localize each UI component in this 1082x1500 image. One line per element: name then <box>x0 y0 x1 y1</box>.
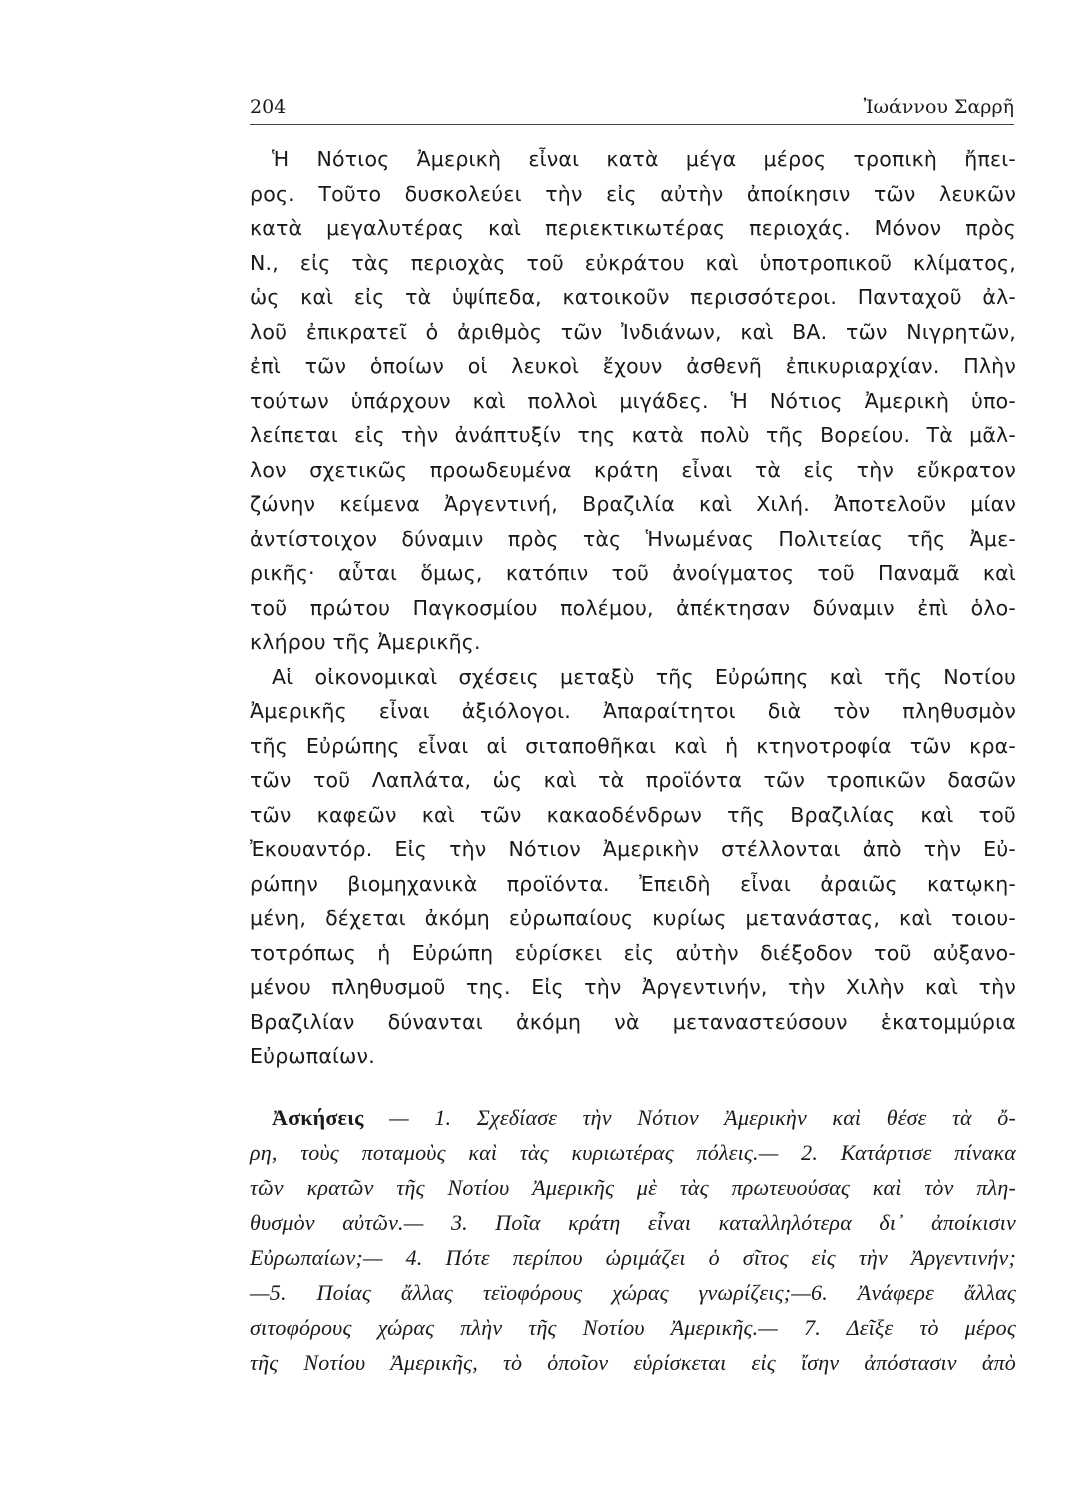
text-line: ζώνην κείμενα Ἀργεντινή, Βραζιλία καὶ Χιλή. Ἀποτελοῦν μίαν <box>250 492 1016 516</box>
exercise-line <box>250 1100 1016 1135</box>
text-line: ρικῆς· αὗται ὅμως, κατόπιν τοῦ ἀνοίγματος τοῦ Παναμᾶ καὶ <box>250 561 1016 585</box>
exercise-text: — 1. Σχεδίασε τὴν Νότιον Ἀμερικὴν καὶ θέσε τὰ ὄ- <box>389 1105 1016 1130</box>
page-number: 204 <box>250 96 287 118</box>
text-line: τῆς Εὐρώπης εἶναι αἱ σιταποθῆκαι καὶ ἡ κτηνοτροφία τῶν κρα- <box>250 733 1016 758</box>
text-line: τούτων ὑπάρχουν καὶ πολλοὶ μιγάδες. Ἡ Νότιος Ἀμερικὴ ὑπο- <box>250 388 1016 413</box>
text-line: λοῦ ἐπικρατεῖ ὁ ἀριθμὸς τῶν Ἰνδιάνων, καὶ ΒΑ. τῶν Νιγρητῶν, <box>250 319 1016 344</box>
text-line: ἀντίστοιχον δύναμιν πρὸς τὰς Ἡνωμένας Πολιτείας τῆς Ἀμε- <box>250 526 1016 551</box>
exercise-line: —5. Ποίας ἄλλας τεϊοφόρους χώρας γνωρίζεις;—6. Ἀνάφερε ἄλλας <box>250 1280 1016 1305</box>
exercises-section <box>250 1100 1016 1380</box>
text-line: Ἡ Νότιος Ἀμερικὴ εἶναι κατὰ μέγα μέρος τροπικὴ ἤπει- <box>272 147 1016 171</box>
text-line: Ἐκουαντόρ. Εἰς τὴν Νότιον Ἀμερικὴν στέλλονται ἀπὸ τὴν Εὐ- <box>250 837 1016 861</box>
text-line: κατὰ μεγαλυτέρας καὶ περιεκτικωτέρας περιοχάς. Μόνον πρὸς <box>250 216 1016 240</box>
text-line: μένη, δέχεται ἀκόμη εὐρωπαίους κυρίως μετανάστας, καὶ τοιου- <box>250 906 1016 930</box>
page-header <box>250 92 1014 125</box>
running-title: Ἰωάννου Σαρρῆ <box>863 96 1014 118</box>
text-line: Βραζιλίαν δύνανται ἀκόμη νὰ μεταναστεύσουν ἑκατομμύρια <box>250 1009 1016 1034</box>
text-line: ὡς καὶ εἰς τὰ ὑψίπεδα, κατοικοῦν περισσότεροι. Πανταχοῦ ἀλ- <box>250 285 1016 309</box>
text-line: Εὐρωπαίων. <box>250 1044 375 1068</box>
text-line: ρος. Τοῦτο δυσκολεύει τὴν εἰς αὐτὴν ἀποίκησιν τῶν λευκῶν <box>250 181 1016 206</box>
exercise-line: τῶν κρατῶν τῆς Νοτίου Ἀμερικῆς μὲ τὰς πρωτευούσας καὶ τὸν πλη- <box>250 1175 1016 1200</box>
text-line: τῶν καφεῶν καὶ τῶν κακαοδένδρων τῆς Βραζιλίας καὶ τοῦ <box>250 802 1016 827</box>
text-line: μένου πληθυσμοῦ της. Εἰς τὴν Ἀργεντινήν, τὴν Χιλὴν καὶ τὴν <box>250 975 1016 999</box>
text-line: ἐπὶ τῶν ὁποίων οἱ λευκοὶ ἔχουν ἀσθενῆ ἐπικυριαρχίαν. Πλὴν <box>250 354 1016 378</box>
text-line: τῶν τοῦ Λαπλάτα, ὡς καὶ τὰ προϊόντα τῶν τροπικῶν δασῶν <box>250 768 1016 792</box>
text-line: κλήρου τῆς Ἀμερικῆς. <box>250 630 481 654</box>
exercises-heading: Ἀσκήσεις <box>272 1105 364 1130</box>
exercise-line: ρη, τοὺς ποταμοὺς καὶ τὰς κυριωτέρας πόλεις.— 2. Κατάρτισε πίνακα <box>250 1140 1016 1165</box>
text-line: Ν., εἰς τὰς περιοχὰς τοῦ εὐκράτου καὶ ὑποτροπικοῦ κλίματος, <box>250 250 1016 275</box>
exercise-line: θυσμὸν αὐτῶν.— 3. Ποῖα κράτη εἶναι καταλληλότερα δι᾽ ἀποίκισιν <box>250 1210 1016 1235</box>
text-line: Ἀμερικῆς εἶναι ἀξιόλογοι. Ἀπαραίτητοι διὰ τὸν πληθυσμὸν <box>250 699 1016 723</box>
body-text <box>250 142 1016 1074</box>
text-line: τοτρόπως ἡ Εὐρώπη εὑρίσκει εἰς αὐτὴν διέξοδον τοῦ αὐξανο- <box>250 940 1016 965</box>
text-line: ρώπην βιομηχανικὰ προϊόντα. Ἐπειδὴ εἶναι ἀραιῶς κατῳκη- <box>250 871 1016 896</box>
text-line: λείπεται εἰς τὴν ἀνάπτυξίν της κατὰ πολὺ τῆς Βορείου. Τὰ μᾶλ- <box>250 423 1016 447</box>
text-line: τοῦ πρώτου Παγκοσμίου πολέμου, ἀπέκτησαν δύναμιν ἐπὶ ὁλο- <box>250 595 1016 620</box>
exercise-line: τῆς Νοτίου Ἀμερικῆς, τὸ ὁποῖον εὑρίσκεται εἰς ἴσην ἀπόστασιν ἀπὸ <box>250 1350 1016 1375</box>
exercise-line: Εὐρωπαίων;— 4. Πότε περίπου ὡριμάζει ὁ σῖτος εἰς τὴν Ἀργεντινήν; <box>250 1245 1016 1270</box>
text-line: λον σχετικῶς προωδευμένα κράτη εἶναι τὰ εἰς τὴν εὔκρατον <box>250 457 1016 482</box>
text-line: Αἱ οἰκονομικαὶ σχέσεις μεταξὺ τῆς Εὐρώπης καὶ τῆς Νοτίου <box>272 664 1016 689</box>
exercise-line: σιτοφόρους χώρας πλὴν τῆς Νοτίου Ἀμερικῆς.— 7. Δεῖξε τὸ μέρος <box>250 1315 1016 1340</box>
